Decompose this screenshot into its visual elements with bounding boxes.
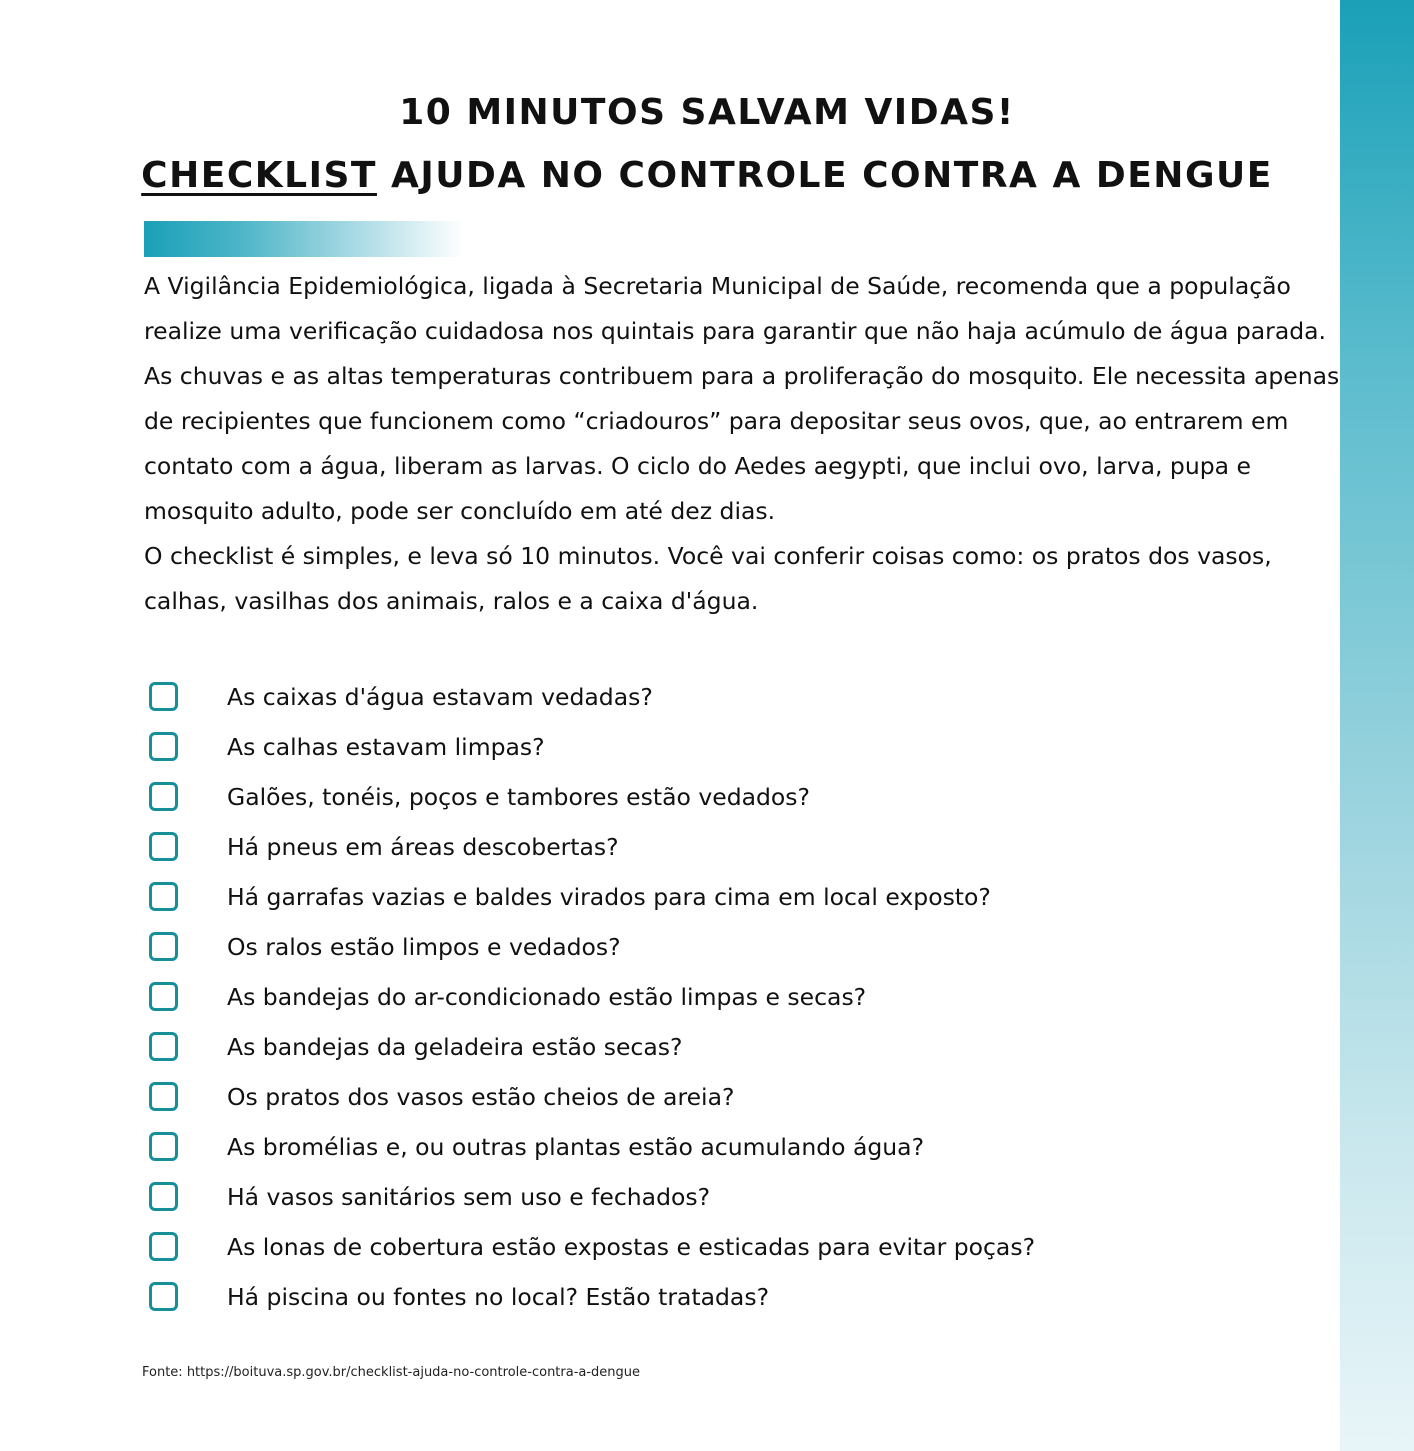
checklist-item-label: As calhas estavam limpas?: [227, 733, 545, 761]
checkbox[interactable]: [149, 832, 178, 861]
checklist-item-label: Os ralos estão limpos e vedados?: [227, 933, 621, 961]
checklist-item-label: Galões, tonéis, poços e tambores estão vedados?: [227, 783, 811, 811]
checklist-item-label: Há piscina ou fontes no local? Estão tratadas?: [227, 1283, 770, 1311]
checkbox[interactable]: [149, 682, 178, 711]
checklist-item: [144, 1275, 1334, 1325]
checklist-item: [144, 1225, 1334, 1275]
checklist-item-label: As caixas d'água estavam vedadas?: [227, 683, 653, 711]
paragraph-checklist-intro: O checklist é simples, e leva só 10 minutos. Você vai conferir coisas como: os pratos dos vasos, calhas, vasilhas dos animais, ralos e a caixa d'água.: [144, 542, 1272, 615]
checklist-item-label: Há garrafas vazias e baldes virados para cima em local exposto?: [227, 883, 991, 911]
paragraph-vigilancia: A Vigilância Epidemiológica, ligada à Secretaria Municipal de Saúde, recomenda que a população realize uma verificação cuidadosa nos quintais para garantir que não haja acúmulo de água parada.: [144, 272, 1327, 345]
checklist-item: [144, 925, 1334, 975]
checkbox[interactable]: [149, 932, 178, 961]
checkbox[interactable]: [149, 1082, 178, 1111]
checklist-item-label: Há pneus em áreas descobertas?: [227, 833, 619, 861]
page-title-line-2: [0, 155, 1414, 196]
checkbox[interactable]: [149, 732, 178, 761]
checklist-item-label: As bandejas do ar-condicionado estão limpas e secas?: [227, 983, 867, 1011]
checklist-item: [144, 1175, 1334, 1225]
checklist-item-label: As bromélias e, ou outras plantas estão acumulando água?: [227, 1133, 925, 1161]
checklist-item-label: Os pratos dos vasos estão cheios de areia?: [227, 1083, 735, 1111]
checklist-item: [144, 875, 1334, 925]
checkbox[interactable]: [149, 782, 178, 811]
checkbox[interactable]: [149, 1232, 178, 1261]
checklist-item: [144, 825, 1334, 875]
checkbox[interactable]: [149, 982, 178, 1011]
checkbox[interactable]: [149, 882, 178, 911]
page-title-line-1: 10 MINUTOS SALVAM VIDAS!: [399, 92, 1015, 133]
checklist-item: [144, 775, 1334, 825]
side-gradient-strip: [1340, 0, 1414, 1451]
checklist-item-label: Há vasos sanitários sem uso e fechados?: [227, 1183, 711, 1211]
checklist-item: [144, 1125, 1334, 1175]
source-citation: Fonte: https://boituva.sp.gov.br/checklist-ajuda-no-controle-contra-a-dengue: [142, 1365, 641, 1380]
title-underlined-word: CHECKLIST: [141, 155, 377, 196]
checklist-item-label: As bandejas da geladeira estão secas?: [227, 1033, 683, 1061]
accent-gradient-bar: [144, 221, 464, 257]
checklist-item: [144, 1025, 1334, 1075]
checklist-item: [144, 975, 1334, 1025]
checkbox[interactable]: [149, 1032, 178, 1061]
intro-text: [144, 264, 1344, 624]
checklist-item-label: As lonas de cobertura estão expostas e esticadas para evitar poças?: [227, 1233, 1036, 1261]
checkbox[interactable]: [149, 1132, 178, 1161]
checklist-item: [144, 675, 1334, 725]
title-rest: AJUDA NO CONTROLE CONTRA A DENGUE: [376, 155, 1273, 196]
checklist-item: [144, 725, 1334, 775]
paragraph-chuvas: As chuvas e as altas temperaturas contribuem para a proliferação do mosquito. Ele necessita apenas de recipientes que funcionem como “criadouros” para depositar seus ovos, que, ao entrarem em contato com a água, liberam as larvas. O ciclo do Aedes aegypti, que inclui ovo, larva, pupa e mosquito adulto, pode ser concluído em até dez dias.: [144, 362, 1340, 525]
dengue-checklist: [144, 675, 1334, 1325]
checkbox[interactable]: [149, 1282, 178, 1311]
checkbox[interactable]: [149, 1182, 178, 1211]
checklist-item: [144, 1075, 1334, 1125]
